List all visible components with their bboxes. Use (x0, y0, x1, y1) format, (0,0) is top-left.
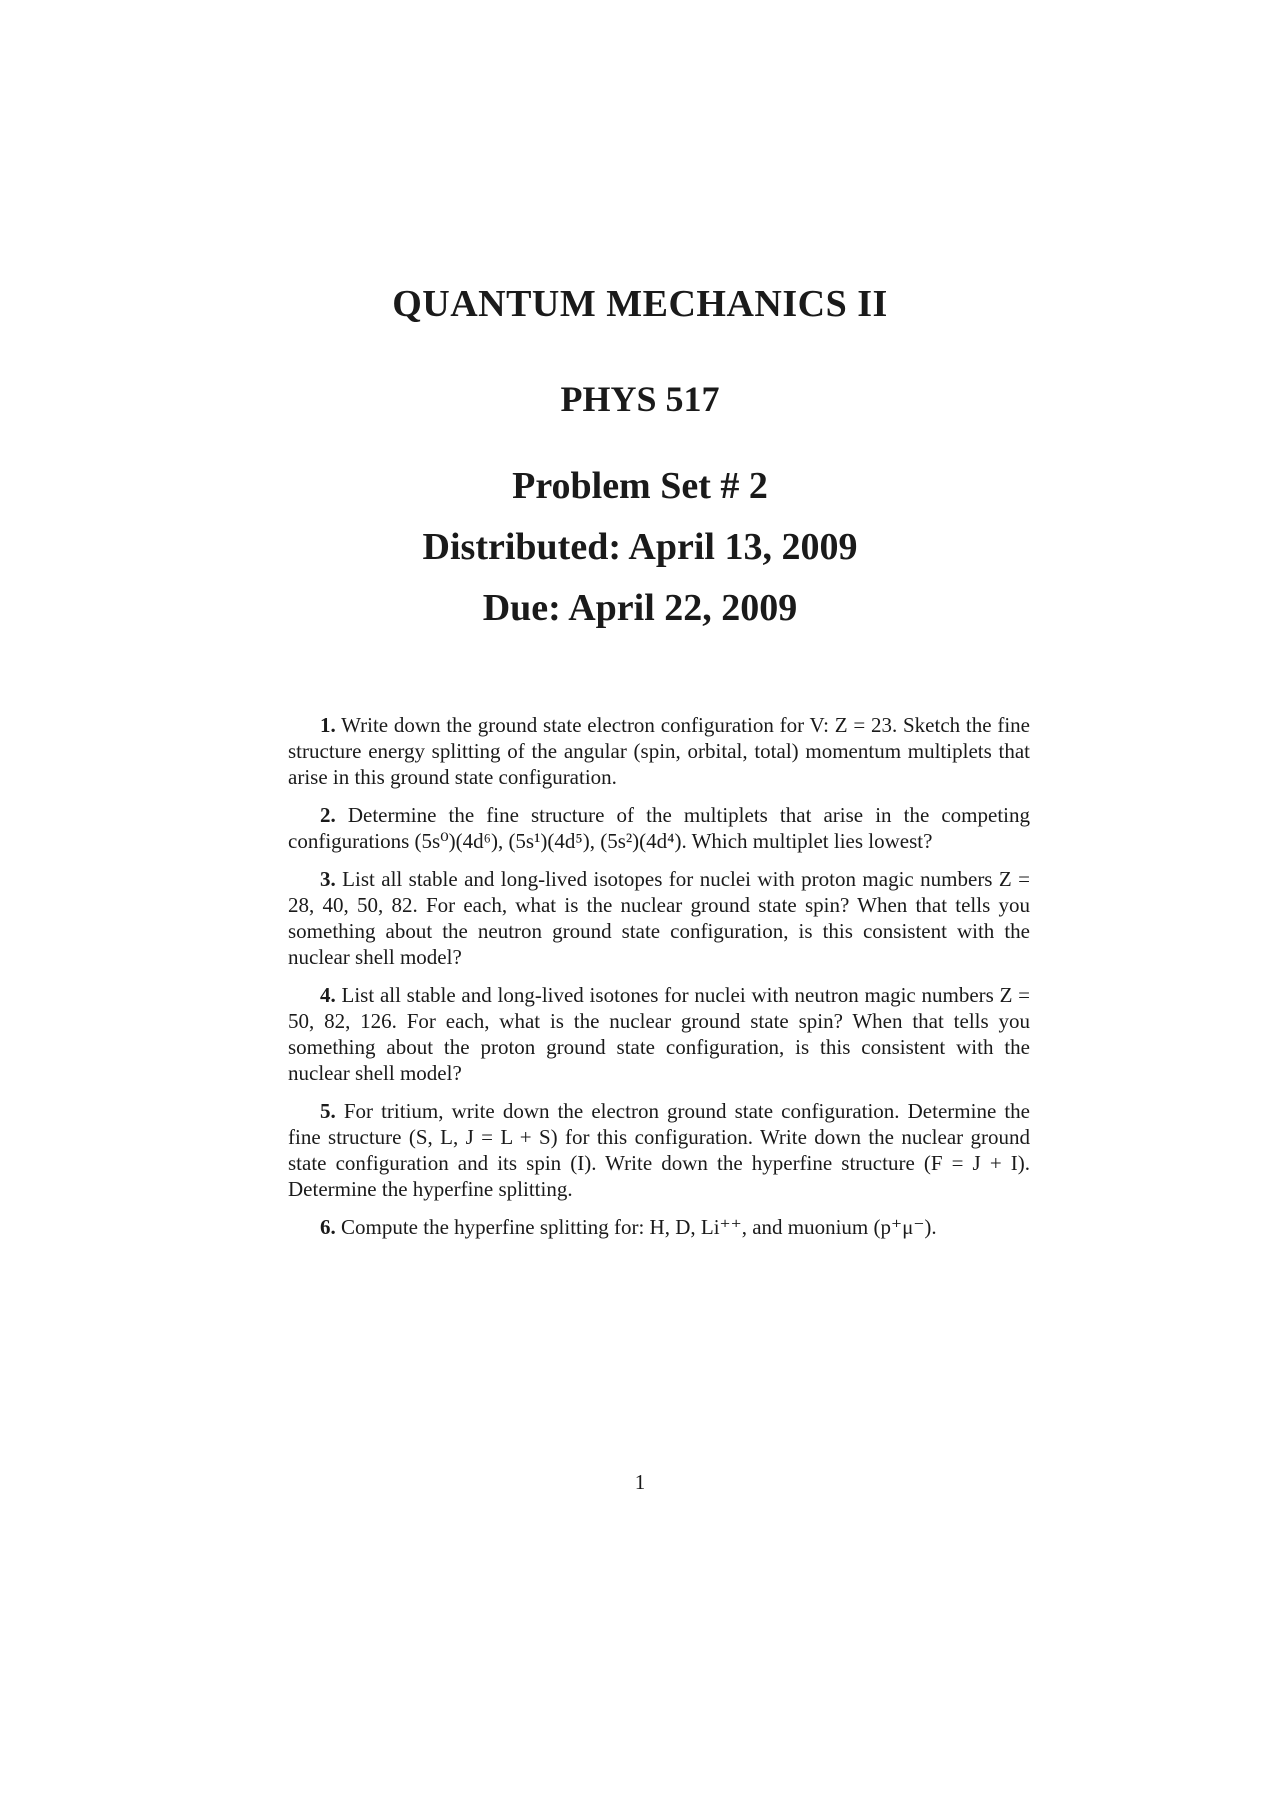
problem-number: 2. (320, 803, 336, 827)
problem-5 (288, 1098, 1030, 1202)
distributed-date: Distributed: April 13, 2009 (422, 526, 858, 568)
problem-6 (288, 1214, 1030, 1240)
problem-number: 6. (320, 1215, 336, 1239)
problem-4 (288, 982, 1030, 1086)
problem-list (288, 712, 1030, 1252)
problem-set-title: Problem Set # 2 (512, 465, 768, 507)
problem-text: Determine the fine structure of the multiplets that arise in the competing configurations (5s⁰)(4d⁶), (5s¹)(4d⁵), (5s²)(4d⁴). Which multiplet lies lowest? (288, 803, 1030, 853)
problem-text: Write down the ground state electron configuration for V: Z = 23. Sketch the fine structure energy splitting of the angular (spin, orbital, total) momentum multiplets that arise in this ground state configuration. (288, 713, 1030, 789)
problem-text: List all stable and long-lived isotones for nuclei with neutron magic numbers Z = 50, 82, 126. For each, what is the nuclear ground state spin? When that tells you something about the proton ground state configuration, is this consistent with the nuclear shell model? (288, 983, 1031, 1085)
problem-text: Compute the hyperfine splitting for: H, D, Li⁺⁺, and muonium (p⁺μ⁻). (341, 1215, 937, 1239)
course-title: QUANTUM MECHANICS II (392, 283, 888, 325)
problem-2 (288, 802, 1030, 854)
problem-text: For tritium, write down the electron ground state configuration. Determine the fine structure (S, L, J = L + S) for this configuration. Write down the nuclear ground state configuration and its spin (I). Write down the hyperfine structure (F = J + I). Determine the hyperfine splitting. (288, 1099, 1031, 1201)
due-date: Due: April 22, 2009 (482, 587, 798, 629)
course-code: PHYS 517 (560, 379, 720, 419)
problem-1 (288, 712, 1030, 790)
page-number: 1 (634, 1470, 646, 1494)
problem-number: 1. (320, 713, 336, 737)
problem-number: 3. (320, 867, 336, 891)
problem-text: List all stable and long-lived isotopes for nuclei with proton magic numbers Z = 28, 40, 50, 82. For each, what is the nuclear ground state spin? When that tells you something about the neutron ground state configuration, is this consistent with the nuclear shell model? (288, 867, 1030, 969)
problem-3 (288, 866, 1030, 970)
problem-number: 5. (320, 1099, 336, 1123)
problem-number: 4. (320, 983, 336, 1007)
